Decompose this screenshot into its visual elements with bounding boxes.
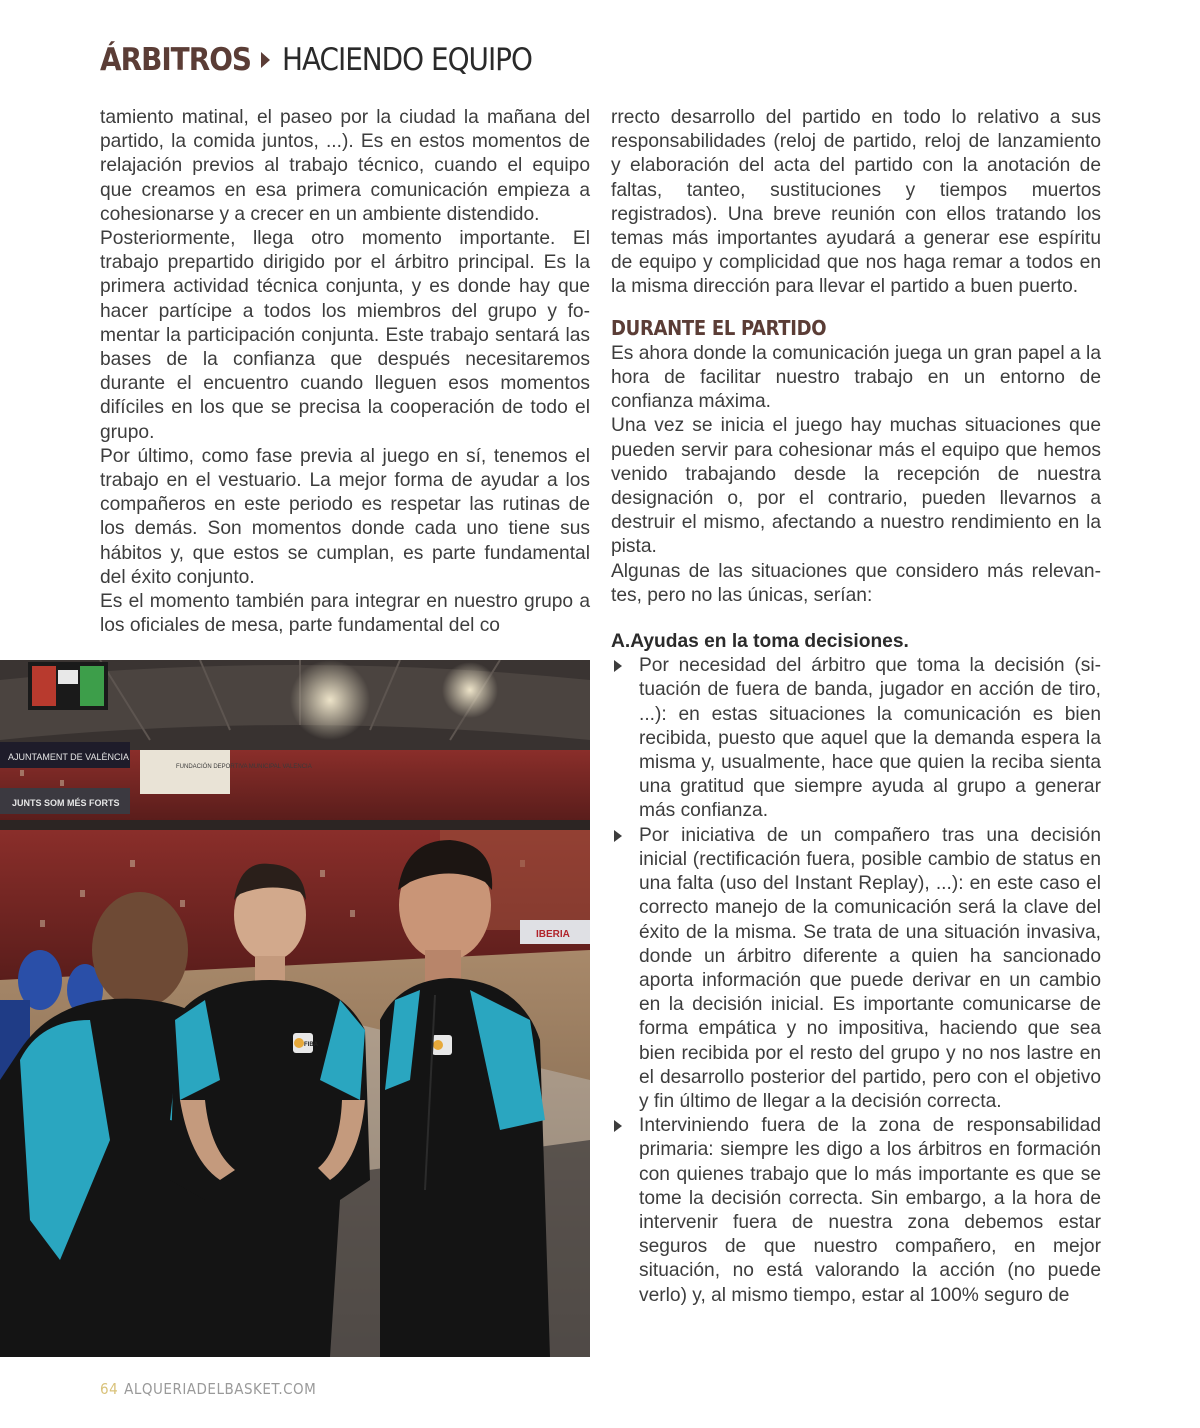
- sponsor-text: IBERIA: [536, 929, 570, 940]
- paragraph: Es el momento también para integrar en nuestro grupo a los oficiales de mesa, parte fundamental del co: [100, 591, 590, 637]
- list-item-text: Por iniciativa de un compañero tras una decisión inicial (rectificación fuera, posible cambio de status en una falta (uso del Instant Replay), ...): en este caso el correcto manejo de la comunicación será la clave del éxito de la misma. Se trata de una situación invasiva, donde un árbitro diferente a quien ha sancionado aporta información que puede derivar en un cambio en la decisión inicial. Es importante comunicarse de forma empática y no impositiva, haciendo que sea bien recibida por el resto del grupo y no nos lastre en el desarrollo posterior del partido, pero con el objetivo y fin último de llegar a la decisión correcta.: [639, 824, 1101, 1112]
- list-item-text: Por necesidad del árbitro que toma la decisión (situación de fuera de banda, jugador en acción de tiro, ...): en estas situaciones la comunicación es bien recibida, puesto que aquel que la demanda espera la misma y, usualmente, hace que quien la reciba sienta una gratitud que siempre ayuda al grupo a generar más confianza.: [639, 655, 1101, 822]
- page-footer: [100, 1380, 316, 1398]
- paragraph: tamiento matinal, el paseo por la ciudad la mañana del partido, la comida juntos, ...). Es en estos momentos de relajación previos al trabajo técnico, cuando el equipo que creamos en esa primera comunicación empieza a cohesionarse y a crecer en un ambiente distendido.: [100, 107, 590, 225]
- list-heading: A.Ayudas en la toma decisiones.: [611, 631, 909, 653]
- site-link[interactable]: ALQUERIADELBASKET.COM: [124, 1380, 317, 1398]
- page-title: HACIENDO EQUIPO: [281, 42, 532, 78]
- triangle-bullet-icon: [614, 1120, 622, 1132]
- paragraph: Una vez se inicia el juego hay muchas situaciones que pueden servir para cohesionar más el equipo que hemos venido trabajando desde la recepción de nuestra designación o, por el contrario, pueden llevarnos a destruir el mismo, afectando a nuestro rendimiento en la pista.: [611, 415, 1101, 558]
- paragraph: Es ahora donde la comunicación juega un gran papel a la hora de facilitar nuestro trabajo en un entorno de confianza máxima.: [611, 342, 1101, 413]
- list-item: [611, 654, 1101, 823]
- right-column: [611, 106, 1101, 1308]
- list-item: [611, 824, 1101, 1114]
- paragraph: rrecto desarrollo del partido en todo lo relativo a sus responsabilidades (reloj de partido, reloj de lanzamiento y elaboración del acta del partido con la anotación de faltas, tanteo, sustituciones y tiempos muertos registrados). Una breve reunión con ellos tratando los temas más importantes ayudará a generar ese espíritu de equipo y complicidad que nos haga remar a todos en la misma dirección para llevar el partido a buen puerto.: [611, 107, 1101, 298]
- list-item: [611, 1114, 1101, 1308]
- header-arrow-icon: [261, 52, 270, 68]
- page-header: [100, 40, 532, 80]
- section-subheading: DURANTE EL PARTIDO: [611, 315, 827, 340]
- banner-text-1: AJUNTAMENT DE VALÈNCIA: [8, 752, 130, 762]
- list-item-text: Interviniendo fuera de la zona de responsabilidad primaria: siempre les digo a los árbitros en formación con quienes trabajo que lo más importante es que se tome la decisión correcta. Sin embargo, a la hora de intervenir fuera de nuestra zona debemos estar seguros de que nuestro compañero, en mejor situación, no está valorando la acción (no puede verlo) y, al mismo tiempo, estar al 100% seguro de: [639, 1115, 1101, 1306]
- referees-photo: [0, 660, 590, 1357]
- section-label: ÁRBITROS: [100, 42, 251, 78]
- triangle-bullet-icon: [614, 660, 622, 672]
- paragraph: Por último, como fase previa al juego en sí, tenemos el trabajo en el vestuario. La mejor forma de ayudar a los compañeros en este periodo es respetar las rutinas de los demás. Son momentos donde cada uno tiene sus hábitos y, que estos se cumplan, es parte fundamental del éxito conjunto.: [100, 445, 590, 588]
- page-number: 64: [100, 1380, 119, 1398]
- triangle-bullet-icon: [614, 830, 622, 842]
- paragraph: Posteriormente, llega otro momento importante. El trabajo prepartido dirigido por el árbitro principal. Es la primera actividad técnica conjunta, y es donde hay que hacer partícipe a todos los miembros del grupo y fomentar la participación conjunta. Este trabajo sentará las bases de la confianza que después necesitaremos durante el encuentro cuando lleguen esos momentos difíciles en los que se precisa la cooperación de todo el grupo.: [100, 228, 590, 443]
- banner-text-3: FUNDACIÓN DEPORTIVA MUNICIPAL VALENCIA: [176, 764, 312, 770]
- fiba-badge-text: FIBA: [304, 1042, 318, 1048]
- banner-text-2: JUNTS SOM MÉS FORTS: [12, 798, 120, 808]
- paragraph: Algunas de las situaciones que considero más relevantes, pero no las únicas, serían:: [611, 560, 1101, 606]
- bullet-list: [611, 654, 1101, 1307]
- left-column: [100, 106, 590, 638]
